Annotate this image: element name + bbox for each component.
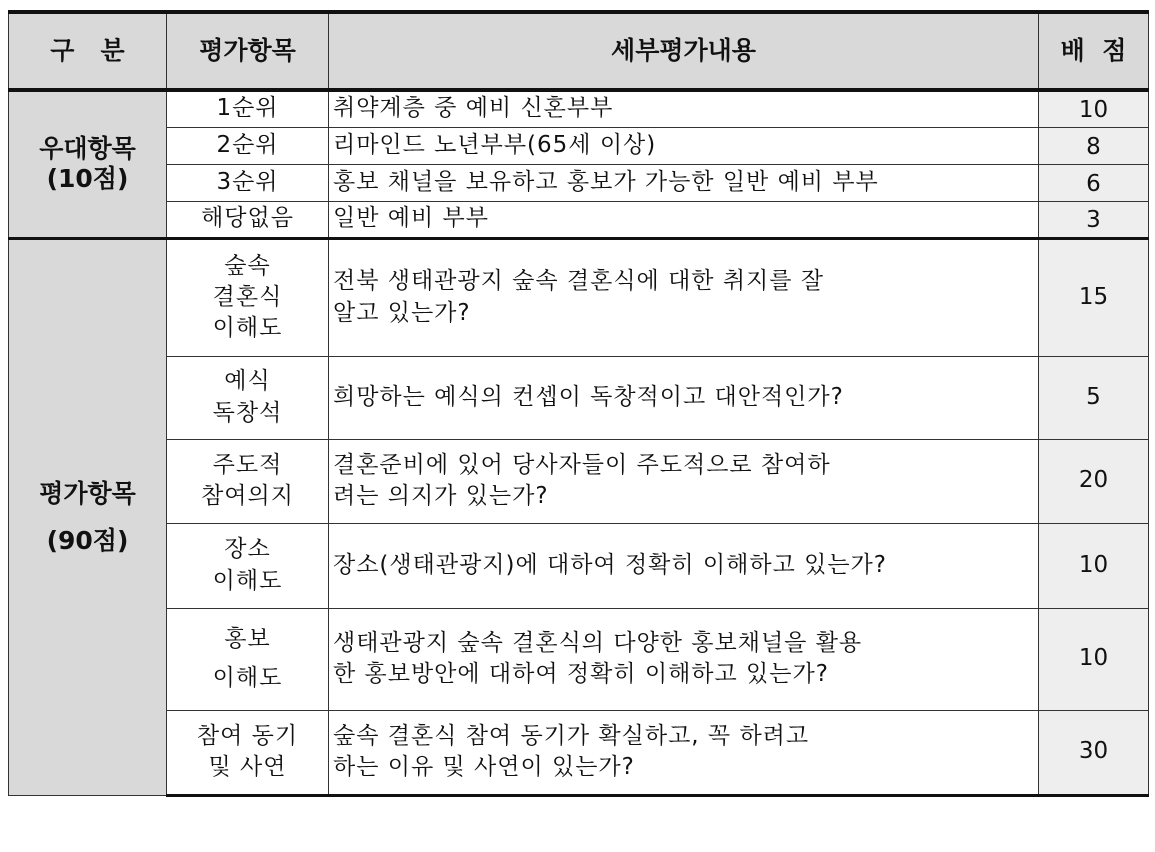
item-cell: 해당없음 [167, 201, 329, 238]
score-cell: 10 [1039, 608, 1149, 710]
table-row [9, 710, 1149, 795]
item-cell: 참여 동기 및 사연 [167, 710, 329, 795]
table-row [9, 164, 1149, 201]
detail-cell: 생태관광지 숲속 결혼식의 다양한 홍보채널을 활용 한 홍보방안에 대하여 정확히 이해하고 있는가? [329, 608, 1039, 710]
category-name: 평가항목 [39, 478, 136, 508]
detail-cell: 취약계층 중 예비 신혼부부 [329, 90, 1039, 127]
item-cell: 주도적 참여의지 [167, 439, 329, 523]
score-cell: 8 [1039, 127, 1149, 164]
score-cell: 15 [1039, 238, 1149, 356]
item-cell: 2순위 [167, 127, 329, 164]
score-cell: 10 [1039, 90, 1149, 127]
table-row [9, 90, 1149, 127]
item-cell: 홍보 이해도 [167, 608, 329, 710]
item-cell: 3순위 [167, 164, 329, 201]
score-cell: 5 [1039, 356, 1149, 439]
evaluation-criteria-document [8, 10, 1148, 797]
table-row [9, 608, 1149, 710]
category-points: (90점) [46, 526, 129, 555]
score-cell: 20 [1039, 439, 1149, 523]
detail-cell: 희망하는 예식의 컨셉이 독창적이고 대안적인가? [329, 356, 1039, 439]
header-score: 배 점 [1039, 12, 1149, 90]
detail-cell: 장소(생태관광지)에 대하여 정확히 이해하고 있는가? [329, 523, 1039, 608]
item-cell: 숲속 결혼식 이해도 [167, 238, 329, 356]
category-cell-evaluation [9, 238, 167, 795]
detail-cell: 일반 예비 부부 [329, 201, 1039, 238]
category-name: 우대항목 [39, 134, 136, 164]
header-item: 평가항목 [167, 12, 329, 90]
item-cell: 1순위 [167, 90, 329, 127]
detail-cell: 숲속 결혼식 참여 동기가 확실하고, 꼭 하려고 하는 이유 및 사연이 있는가? [329, 710, 1039, 795]
header-category: 구 분 [9, 12, 167, 90]
table-row [9, 201, 1149, 238]
category-cell-preference [9, 90, 167, 238]
table-row [9, 127, 1149, 164]
table-row [9, 356, 1149, 439]
score-cell: 3 [1039, 201, 1149, 238]
item-cell: 장소 이해도 [167, 523, 329, 608]
score-cell: 6 [1039, 164, 1149, 201]
table-row [9, 439, 1149, 523]
detail-cell: 리마인드 노년부부(65세 이상) [329, 127, 1039, 164]
detail-cell: 전북 생태관광지 숲속 결혼식에 대한 취지를 잘 알고 있는가? [329, 238, 1039, 356]
category-points: (10점) [46, 164, 129, 194]
evaluation-table [8, 10, 1149, 797]
header-row [9, 12, 1149, 90]
score-cell: 10 [1039, 523, 1149, 608]
header-detail: 세부평가내용 [329, 12, 1039, 90]
detail-cell: 홍보 채널을 보유하고 홍보가 가능한 일반 예비 부부 [329, 164, 1039, 201]
item-cell: 예식 독창석 [167, 356, 329, 439]
detail-cell: 결혼준비에 있어 당사자들이 주도적으로 참여하 려는 의지가 있는가? [329, 439, 1039, 523]
score-cell: 30 [1039, 710, 1149, 795]
table-row [9, 523, 1149, 608]
table-row [9, 238, 1149, 356]
